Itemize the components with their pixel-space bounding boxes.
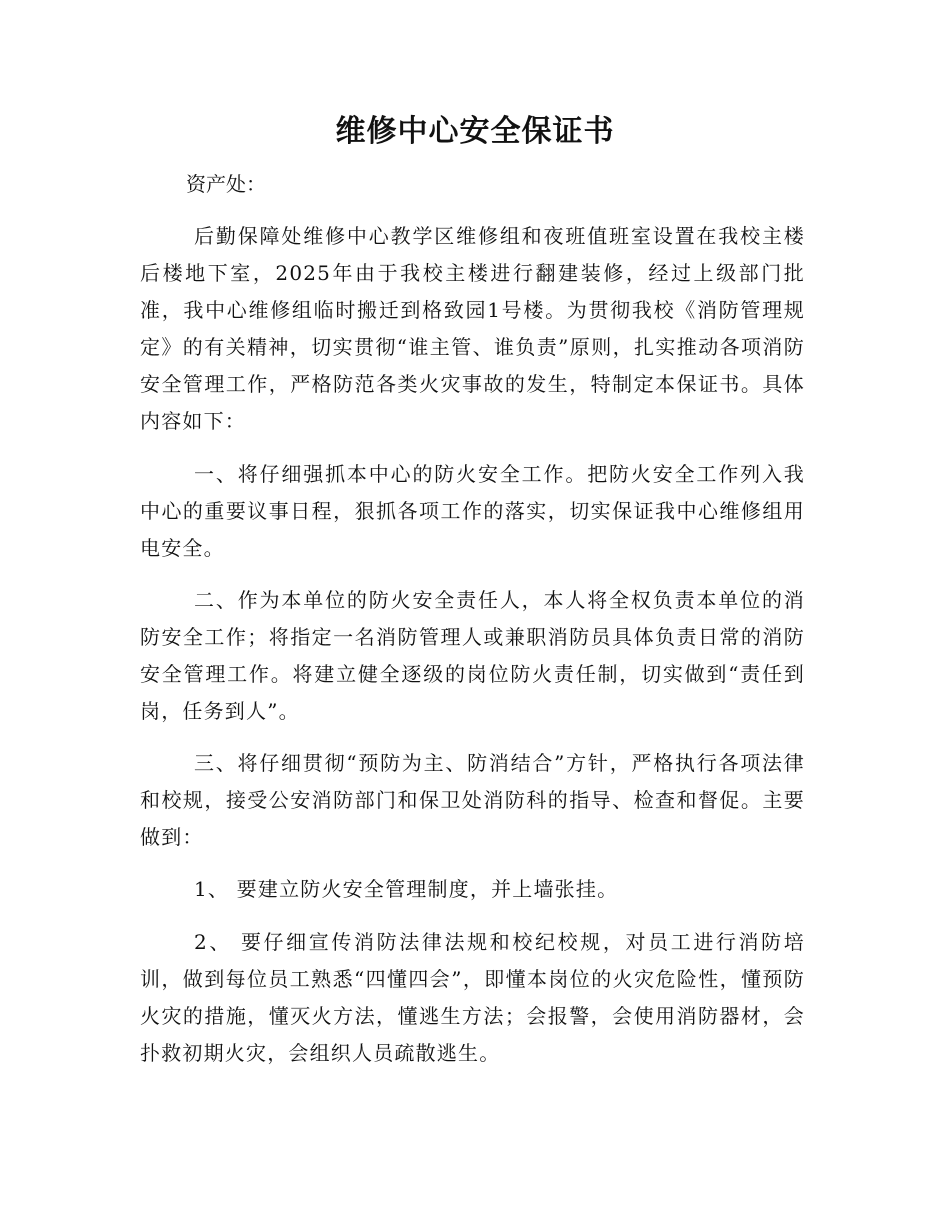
paragraph-item-2: 二、作为本单位的防火安全责任人，本人将全权负责本单位的消防安全工作；将指定一名消防管理人或兼职消防员具体负责日常的消防安全管理工作。将建立健全逐级的岗位防火责任制，切实做到“责任到岗，任务到人”。 [140, 588, 805, 723]
addressee-line: 资产处： [186, 172, 266, 196]
paragraph-subitem-1: 1、 要建立防火安全管理制度，并上墙张挂。 [194, 877, 619, 901]
paragraph-item-3: 三、将仔细贯彻“预防为主、防消结合”方针，严格执行各项法律和校规，接受公安消防部门和保卫处消防科的指导、检查和督促。主要做到： [140, 751, 805, 849]
document-title: 维修中心安全保证书 [335, 114, 615, 149]
paragraph-subitem-2: 2、 要仔细宣传消防法律法规和校纪校规，对员工进行消防培训，做到每位员工熟悉“四懂四会”，即懂本岗位的火灾危险性，懂预防火灾的措施，懂灭火方法，懂逃生方法；会报警，会使用消防器材，会扑救初期火灾，会组织人员疏散逃生。 [140, 930, 805, 1065]
paragraph-intro: 后勤保障处维修中心教学区维修组和夜班值班室设置在我校主楼后楼地下室，2025年由于我校主楼进行翻建装修，经过上级部门批准，我中心维修组临时搬迁到格致园1号楼。为贯彻我校《消防管理规定》的有关精神，切实贯彻“谁主管、谁负责”原则，扎实推动各项消防安全管理工作，严格防范各类火灾事故的发生，特制定本保证书。具体内容如下： [140, 224, 805, 433]
paragraph-item-1: 一、将仔细强抓本中心的防火安全工作。把防火安全工作列入我中心的重要议事日程，狠抓各项工作的落实，切实保证我中心维修组用电安全。 [140, 462, 805, 560]
